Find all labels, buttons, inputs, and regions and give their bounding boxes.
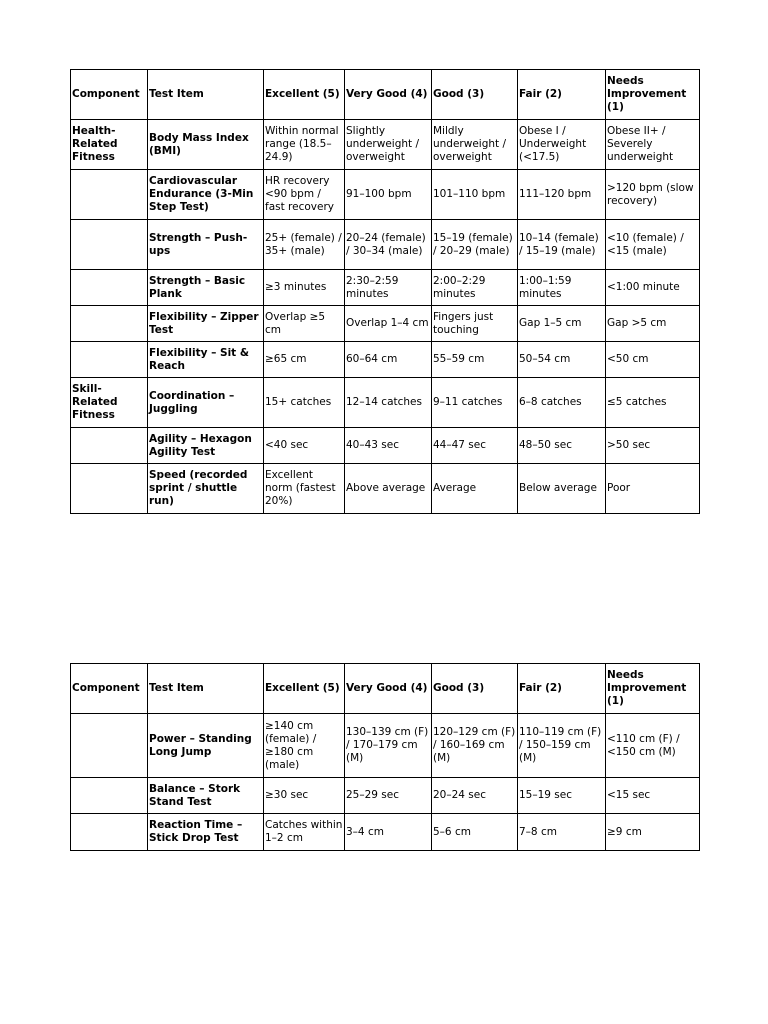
- header-cell: Component: [71, 664, 148, 714]
- component-cell: [71, 464, 148, 514]
- test-item-cell: Power – Standing Long Jump: [148, 714, 264, 778]
- table-row: [71, 120, 700, 170]
- score-cell: Below average: [518, 464, 606, 514]
- score-cell: ≥140 cm (female) / ≥180 cm (male): [264, 714, 345, 778]
- score-cell: >120 bpm (slow recovery): [606, 170, 700, 220]
- fitness-rubric-table-1: [70, 69, 700, 514]
- component-cell: [71, 270, 148, 306]
- score-cell: 60–64 cm: [345, 342, 432, 378]
- score-cell: 6–8 catches: [518, 378, 606, 428]
- score-cell: 10–14 (female) / 15–19 (male): [518, 220, 606, 270]
- test-item-cell: Strength – Push-ups: [148, 220, 264, 270]
- score-cell: Above average: [345, 464, 432, 514]
- score-cell: 7–8 cm: [518, 814, 606, 851]
- score-cell: 111–120 bpm: [518, 170, 606, 220]
- component-cell: [71, 342, 148, 378]
- score-cell: 9–11 catches: [432, 378, 518, 428]
- test-item-cell: Flexibility – Zipper Test: [148, 306, 264, 342]
- score-cell: 15+ catches: [264, 378, 345, 428]
- header-cell: Good (3): [432, 70, 518, 120]
- score-cell: 15–19 sec: [518, 778, 606, 814]
- score-cell: Within normal range (18.5–24.9): [264, 120, 345, 170]
- header-cell: Very Good (4): [345, 70, 432, 120]
- score-cell: 5–6 cm: [432, 814, 518, 851]
- score-cell: 15–19 (female) / 20–29 (male): [432, 220, 518, 270]
- score-cell: 2:00–2:29 minutes: [432, 270, 518, 306]
- test-item-cell: Speed (recorded sprint / shuttle run): [148, 464, 264, 514]
- header-cell: Very Good (4): [345, 664, 432, 714]
- score-cell: 20–24 sec: [432, 778, 518, 814]
- score-cell: Excellent norm (fastest 20%): [264, 464, 345, 514]
- table-row: [71, 170, 700, 220]
- table-header-row: [71, 70, 700, 120]
- score-cell: Gap >5 cm: [606, 306, 700, 342]
- table-1-body: [71, 70, 700, 514]
- score-cell: 91–100 bpm: [345, 170, 432, 220]
- table-row: [71, 378, 700, 428]
- score-cell: ≥65 cm: [264, 342, 345, 378]
- score-cell: <1:00 minute: [606, 270, 700, 306]
- score-cell: 40–43 sec: [345, 428, 432, 464]
- test-item-cell: Agility – Hexagon Agility Test: [148, 428, 264, 464]
- score-cell: <50 cm: [606, 342, 700, 378]
- score-cell: 12–14 catches: [345, 378, 432, 428]
- score-cell: 110–119 cm (F) / 150–159 cm (M): [518, 714, 606, 778]
- score-cell: ≥3 minutes: [264, 270, 345, 306]
- score-cell: 2:30–2:59 minutes: [345, 270, 432, 306]
- score-cell: ≤5 catches: [606, 378, 700, 428]
- score-cell: HR recovery <90 bpm / fast recovery: [264, 170, 345, 220]
- score-cell: ≥9 cm: [606, 814, 700, 851]
- component-cell: [71, 220, 148, 270]
- score-cell: 48–50 sec: [518, 428, 606, 464]
- table-row: [71, 342, 700, 378]
- header-cell: Test Item: [148, 70, 264, 120]
- score-cell: ≥30 sec: [264, 778, 345, 814]
- header-cell: Test Item: [148, 664, 264, 714]
- component-cell: [71, 170, 148, 220]
- score-cell: Slightly underweight / overweight: [345, 120, 432, 170]
- table-row: [71, 220, 700, 270]
- test-item-cell: Flexibility – Sit & Reach: [148, 342, 264, 378]
- score-cell: <40 sec: [264, 428, 345, 464]
- test-item-cell: Reaction Time – Stick Drop Test: [148, 814, 264, 851]
- table-row: [71, 428, 700, 464]
- score-cell: 25–29 sec: [345, 778, 432, 814]
- component-cell: Skill-Related Fitness: [71, 378, 148, 428]
- header-cell: Excellent (5): [264, 70, 345, 120]
- component-cell: [71, 814, 148, 851]
- score-cell: 101–110 bpm: [432, 170, 518, 220]
- header-cell: Needs Improvement (1): [606, 664, 700, 714]
- table-2-body: [71, 664, 700, 851]
- score-cell: 3–4 cm: [345, 814, 432, 851]
- header-cell: Component: [71, 70, 148, 120]
- score-cell: 120–129 cm (F) / 160–169 cm (M): [432, 714, 518, 778]
- table-row: [71, 306, 700, 342]
- score-cell: 20–24 (female) / 30–34 (male): [345, 220, 432, 270]
- score-cell: 55–59 cm: [432, 342, 518, 378]
- component-cell: [71, 778, 148, 814]
- score-cell: <15 sec: [606, 778, 700, 814]
- score-cell: >50 sec: [606, 428, 700, 464]
- header-cell: Excellent (5): [264, 664, 345, 714]
- test-item-cell: Coordination – Juggling: [148, 378, 264, 428]
- score-cell: <10 (female) / <15 (male): [606, 220, 700, 270]
- table-row: [71, 464, 700, 514]
- table-row: [71, 814, 700, 851]
- table-row: [71, 714, 700, 778]
- table-row: [71, 778, 700, 814]
- table-header-row: [71, 664, 700, 714]
- component-cell: [71, 428, 148, 464]
- test-item-cell: Strength – Basic Plank: [148, 270, 264, 306]
- score-cell: <110 cm (F) / <150 cm (M): [606, 714, 700, 778]
- test-item-cell: Body Mass Index (BMI): [148, 120, 264, 170]
- score-cell: Mildly underweight / overweight: [432, 120, 518, 170]
- score-cell: 25+ (female) / 35+ (male): [264, 220, 345, 270]
- score-cell: Fingers just touching: [432, 306, 518, 342]
- table-row: [71, 270, 700, 306]
- score-cell: Poor: [606, 464, 700, 514]
- score-cell: 44–47 sec: [432, 428, 518, 464]
- fitness-rubric-table-2: [70, 663, 700, 851]
- header-cell: Needs Improvement (1): [606, 70, 700, 120]
- score-cell: Overlap ≥5 cm: [264, 306, 345, 342]
- score-cell: 50–54 cm: [518, 342, 606, 378]
- score-cell: 130–139 cm (F) / 170–179 cm (M): [345, 714, 432, 778]
- header-cell: Fair (2): [518, 70, 606, 120]
- test-item-cell: Cardiovascular Endurance (3-Min Step Test): [148, 170, 264, 220]
- score-cell: Obese II+ / Severely underweight: [606, 120, 700, 170]
- score-cell: Gap 1–5 cm: [518, 306, 606, 342]
- score-cell: Average: [432, 464, 518, 514]
- header-cell: Good (3): [432, 664, 518, 714]
- component-cell: [71, 714, 148, 778]
- score-cell: Overlap 1–4 cm: [345, 306, 432, 342]
- component-cell: Health-Related Fitness: [71, 120, 148, 170]
- score-cell: 1:00–1:59 minutes: [518, 270, 606, 306]
- test-item-cell: Balance – Stork Stand Test: [148, 778, 264, 814]
- score-cell: Obese I / Underweight (<17.5): [518, 120, 606, 170]
- score-cell: Catches within 1–2 cm: [264, 814, 345, 851]
- header-cell: Fair (2): [518, 664, 606, 714]
- component-cell: [71, 306, 148, 342]
